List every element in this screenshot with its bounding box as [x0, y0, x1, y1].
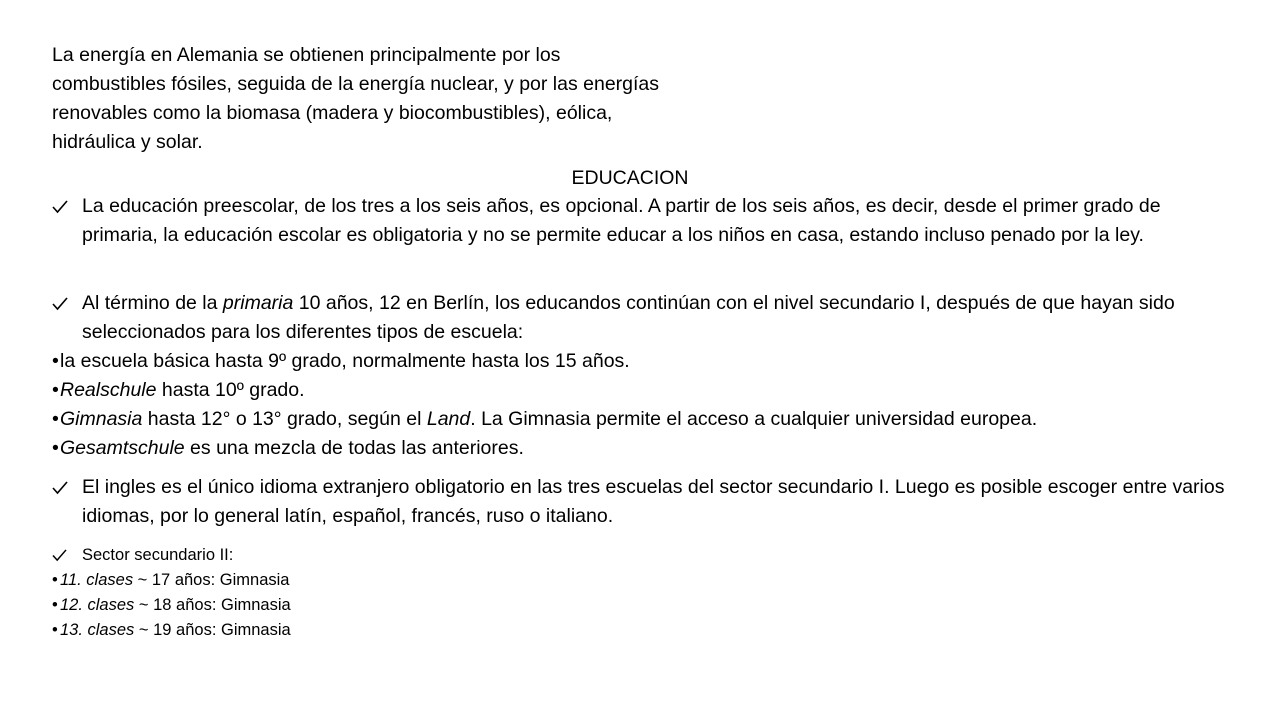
text-segment: hasta 12° o 13° grado, según el — [142, 408, 427, 430]
check-item-text: El ingles es el único idioma extranjero obligatorio en las tres escuelas del sector secundario I. Luego es posible escoger entre varios idiomas, por lo general latín, español, francés, ruso o italiano. — [82, 476, 1225, 527]
checkmark-icon — [52, 289, 72, 318]
text-italic: Gimnasia — [60, 408, 143, 430]
text-italic: Gesamtschule — [60, 437, 185, 459]
check-item-primary — [52, 289, 1232, 347]
text-italic: Realschule — [60, 379, 157, 401]
bullet-icon: • — [52, 596, 58, 614]
text-segment: ~ 18 años: Gimnasia — [134, 596, 291, 614]
bullet-item — [52, 434, 1232, 463]
bullet-item — [52, 347, 1232, 376]
text-segment: . La Gimnasia permite el acceso a cualquier universidad europea. — [470, 408, 1038, 430]
check-item-languages — [52, 473, 1232, 531]
bullet-icon: • — [52, 379, 59, 401]
text-segment: hasta 10º grado. — [156, 379, 305, 401]
text-segment: ~ 19 años: Gimnasia — [134, 621, 291, 639]
checkmark-icon — [52, 473, 72, 502]
text-segment: Al término de la — [82, 292, 223, 314]
bullet-item — [52, 568, 1232, 593]
bullet-icon: • — [52, 437, 59, 459]
text-italic: primaria — [222, 292, 294, 314]
bullet-item — [52, 618, 1232, 643]
bullet-icon: • — [52, 571, 58, 589]
check-item-secondary-ii — [52, 543, 1232, 568]
text-segment: la escuela básica hasta 9º grado, normalmente hasta los 15 años. — [60, 350, 630, 372]
check-item-text: Sector secundario II: — [82, 546, 234, 564]
text-italic: Land — [426, 408, 471, 430]
check-item-text: La educación preescolar, de los tres a los seis años, es opcional. A partir de los seis años, es decir, desde el primer grado de primaria, la educación escolar es obligatoria y no se permite educar a los niños en casa, estando incluso penado por la ley. — [82, 195, 1161, 246]
bullet-item — [52, 593, 1232, 618]
bullet-icon: • — [52, 408, 59, 430]
text-segment: es una mezcla de todas las anteriores. — [184, 437, 524, 459]
checkmark-icon — [52, 192, 72, 221]
bullet-item — [52, 405, 1232, 434]
text-segment: ~ 17 años: Gimnasia — [133, 571, 290, 589]
text-segment: 10 años, 12 en Berlín, los educandos continúan con el nivel secundario I, después de que hayan sido seleccionados para los diferentes tipos de escuela: — [82, 292, 1175, 343]
bullet-icon: • — [52, 350, 59, 372]
section-heading: EDUCACION — [571, 167, 689, 189]
text-italic: 11. clases — [60, 571, 134, 589]
intro-paragraph: La energía en Alemania se obtienen principalmente por los combustibles fósiles, seguida de la energía nuclear, y por las energías renovables como la biomasa (madera y biocombustibles), eólica, hidráulica y solar. — [52, 44, 660, 153]
check-item-text — [52, 289, 1232, 347]
check-item-preschool — [52, 192, 1232, 250]
bullet-icon: • — [52, 621, 58, 639]
text-italic: 13. clases — [60, 621, 135, 639]
text-italic: 12. clases — [60, 596, 135, 614]
bullet-item — [52, 376, 1232, 405]
